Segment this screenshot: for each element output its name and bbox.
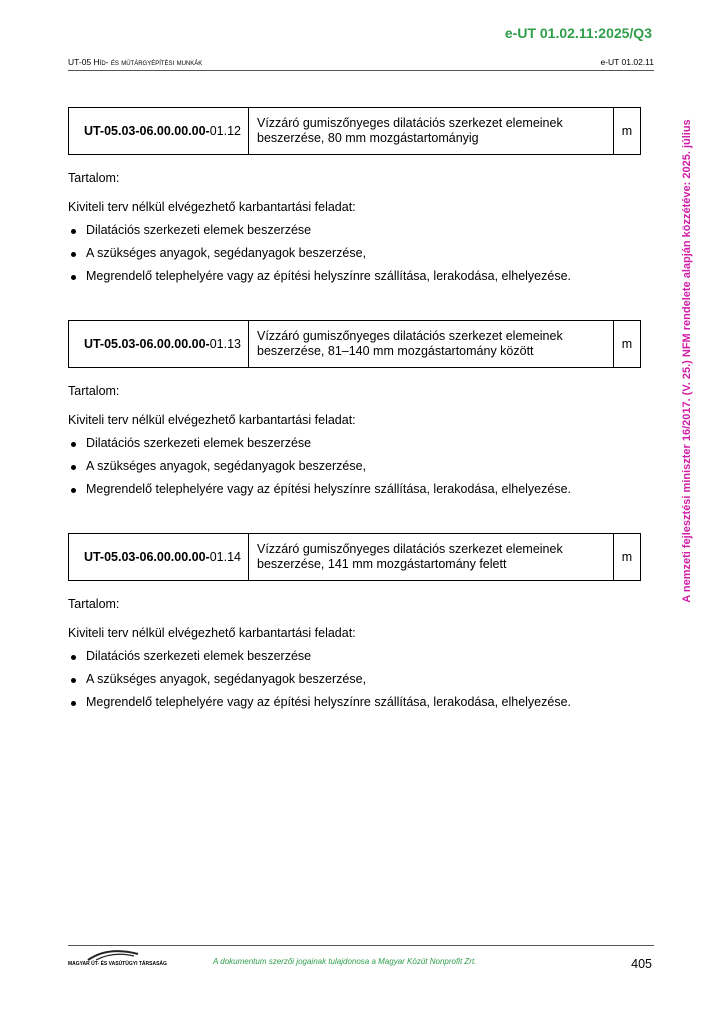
side-publication-note [674, 96, 698, 626]
item-code-main: UT-05.03-06.00.00.00- [83, 550, 210, 564]
item-table [68, 320, 641, 368]
item-unit: m [621, 550, 633, 564]
item-description-line1: Vízzáró gumiszőnyeges dilatációs szerkezet elemeinek [257, 542, 563, 556]
copyright-notice: A dokumentum szerzői jogainak tulajdonosa a Magyar Közút Nonprofit Zrt. [213, 957, 477, 966]
task-intro: Kiviteli terv nélkül elvégezhető karbantartási feladat: [68, 413, 356, 427]
side-note-text: A nemzeti fejlesztési miniszter 16/2017. (V. 25.) NFM rendelete alapján közzétéve: 2025. július [681, 119, 693, 603]
task-list [68, 645, 642, 714]
item-code [69, 321, 249, 367]
list-item: Megrendelő telephelyére vagy az építési helyszínre szállítása, lerakodása, elhelyezése. [68, 691, 642, 714]
list-item: Megrendelő telephelyére vagy az építési helyszínre szállítása, lerakodása, elhelyezése. [68, 478, 642, 501]
list-item: Megrendelő telephelyére vagy az építési helyszínre szállítása, lerakodása, elhelyezése. [68, 265, 642, 288]
list-item: A szükséges anyagok, segédanyagok beszerzése, [68, 455, 642, 478]
item-description [249, 108, 614, 154]
work-item [68, 533, 642, 714]
item-description-line2: beszerzése, 80 mm mozgástartományig [257, 131, 479, 145]
task-list [68, 432, 642, 501]
logo-text: MAGYAR ÚT- ÉS VASÚTÜGYI TÁRSASÁG [68, 961, 167, 967]
mautt-logo [68, 948, 168, 970]
item-code-suffix: 01.14 [209, 550, 241, 564]
list-item: A szükséges anyagok, segédanyagok beszerzése, [68, 668, 642, 691]
logo-swoosh-icon [68, 948, 168, 962]
work-item [68, 107, 642, 288]
page-number: 405 [631, 957, 652, 971]
item-table [68, 107, 641, 155]
item-code [69, 534, 249, 580]
task-intro: Kiviteli terv nélkül elvégezhető karbantartási feladat: [68, 626, 356, 640]
header-chapter: UT-05 Híd- és műtárgyépítési munkák [68, 57, 203, 67]
item-code-suffix: 01.12 [209, 124, 241, 138]
task-intro: Kiviteli terv nélkül elvégezhető karbantartási feladat: [68, 200, 356, 214]
list-item: Dilatációs szerkezeti elemek beszerzése [68, 432, 642, 455]
item-description [249, 321, 614, 367]
item-description-line2: beszerzése, 141 mm mozgástartomány felett [257, 557, 507, 571]
tartalom-heading: Tartalom: [68, 171, 120, 185]
list-item: Dilatációs szerkezeti elemek beszerzése [68, 219, 642, 242]
item-code [69, 108, 249, 154]
task-list [68, 219, 642, 288]
item-table [68, 533, 641, 581]
item-description-line2: beszerzése, 81–140 mm mozgástartomány között [257, 344, 534, 358]
item-unit: m [621, 337, 633, 351]
tartalom-heading: Tartalom: [68, 384, 120, 398]
list-item: A szükséges anyagok, segédanyagok beszerzése, [68, 242, 642, 265]
document-code: e-UT 01.02.11:2025/Q3 [504, 25, 652, 41]
work-item [68, 320, 642, 501]
list-item: Dilatációs szerkezeti elemek beszerzése [68, 645, 642, 668]
item-description-line1: Vízzáró gumiszőnyeges dilatációs szerkezet elemeinek [257, 329, 563, 343]
item-code-main: UT-05.03-06.00.00.00- [83, 124, 210, 138]
header-standard: e-UT 01.02.11 [600, 57, 654, 67]
item-code-main: UT-05.03-06.00.00.00- [83, 337, 210, 351]
footer-divider [68, 945, 654, 946]
tartalom-heading: Tartalom: [68, 597, 120, 611]
item-code-suffix: 01.13 [209, 337, 241, 351]
item-description-line1: Vízzáró gumiszőnyeges dilatációs szerkezet elemeinek [257, 116, 563, 130]
item-description [249, 534, 614, 580]
running-header [68, 57, 654, 71]
item-unit: m [621, 124, 633, 138]
